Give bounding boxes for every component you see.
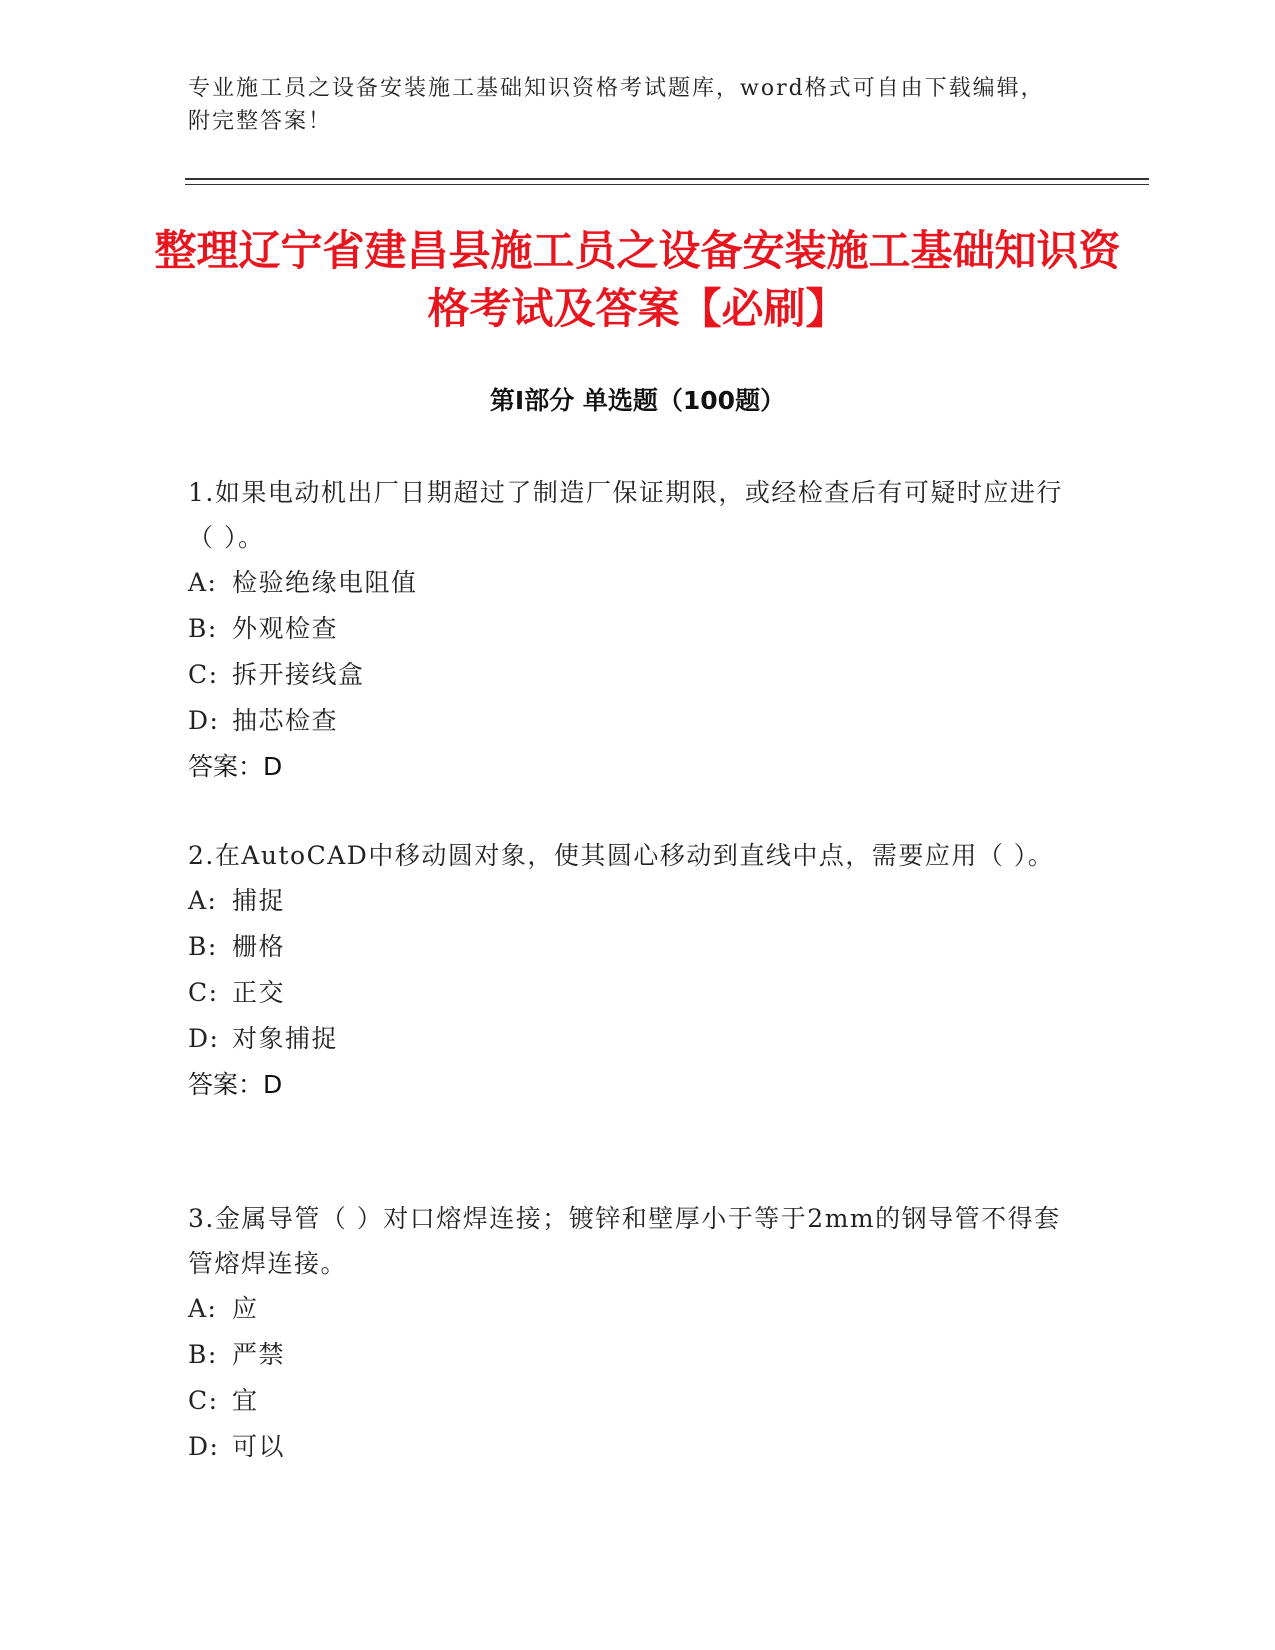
question-2 (188, 833, 1068, 1108)
option-text: 对象捕捉 (232, 1024, 339, 1053)
question-1 (188, 470, 1068, 790)
question-stem: 2.在AutoCAD中移动圆对象，使其圆心移动到直线中点，需要应用（ ）。 (188, 841, 1055, 870)
option-text: 应 (232, 1294, 259, 1323)
answer-line: 答案：D (188, 1070, 283, 1099)
option-d (188, 1016, 1068, 1062)
option-text: 外观检查 (232, 614, 339, 643)
option-letter: B: (188, 614, 218, 643)
option-letter: A: (188, 568, 218, 597)
section-heading: 第Ⅰ部分 单选题（100题） (489, 386, 786, 415)
option-text: 捕捉 (232, 886, 286, 915)
option-d (188, 698, 1068, 744)
option-letter: C: (188, 660, 219, 689)
option-b (188, 1332, 1068, 1378)
option-c (188, 1378, 1068, 1424)
question-stem: 1.如果电动机出厂日期超过了制造厂保证期限，或经检查后有可疑时应进行（ ）。 (188, 478, 1063, 552)
option-text: 检验绝缘电阻值 (232, 568, 418, 597)
option-text: 抽芯检查 (232, 706, 339, 735)
option-text: 可以 (232, 1432, 286, 1461)
header-note: 专业施工员之设备安装施工基础知识资格考试题库，word格式可自由下载编辑，附完整答案！ (188, 76, 1045, 134)
header-divider-thin (185, 184, 1149, 185)
option-d (188, 1424, 1068, 1470)
option-text: 栅格 (232, 932, 286, 961)
option-letter: B: (188, 1340, 218, 1369)
document-title: 整理辽宁省建昌县施工员之设备安装施工基础知识资格考试及答案【必刷】 (154, 226, 1121, 333)
option-a (188, 1286, 1068, 1332)
question-stem: 3.金属导管（ ）对口熔焊连接；镀锌和壁厚小于等于2mm的钢导管不得套管熔焊连接。 (188, 1204, 1061, 1278)
answer-line: 答案：D (188, 752, 283, 781)
option-a (188, 878, 1068, 924)
header-divider-thick (185, 178, 1149, 180)
option-letter: B: (188, 932, 218, 961)
option-text: 宜 (232, 1386, 259, 1415)
option-c (188, 652, 1068, 698)
option-text: 正交 (232, 978, 286, 1007)
option-text: 严禁 (232, 1340, 286, 1369)
option-letter: D: (188, 706, 220, 735)
question-3 (188, 1196, 1068, 1470)
option-letter: D: (188, 1432, 220, 1461)
option-letter: C: (188, 1386, 219, 1415)
option-b (188, 606, 1068, 652)
option-text: 拆开接线盒 (232, 660, 365, 689)
option-a (188, 560, 1068, 606)
option-letter: C: (188, 978, 219, 1007)
option-b (188, 924, 1068, 970)
option-letter: A: (188, 886, 218, 915)
option-letter: D: (188, 1024, 220, 1053)
option-c (188, 970, 1068, 1016)
option-letter: A: (188, 1294, 218, 1323)
